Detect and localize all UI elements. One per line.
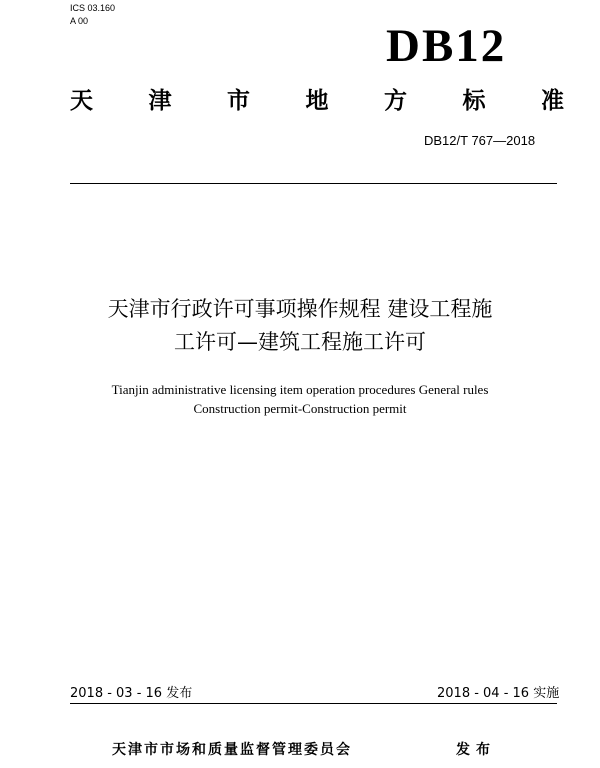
standard-type-char: 市 [227, 88, 250, 114]
standard-type-char: 准 [541, 88, 564, 114]
title-chinese-line-1: 天津市行政许可事项操作规程 建设工程施 [107, 297, 493, 321]
standard-type [70, 87, 564, 115]
standard-type-char: 地 [305, 88, 329, 114]
ics-code: ICS 03.160 [70, 3, 116, 13]
standard-logo: DB12 [386, 20, 507, 72]
standard-type-char: 标 [462, 88, 486, 114]
title-english-line-1: Tianjin administrative licensing item operation procedures General rules [111, 382, 489, 397]
standard-number: DB12/T 767—2018 [424, 133, 536, 148]
header-divider [70, 183, 557, 184]
standard-type-char: 方 [384, 88, 407, 114]
standard-type-char: 天 [70, 88, 93, 114]
issue-date: 2018 - 03 - 16 发布 [70, 686, 193, 701]
title-english-line-2: Construction permit-Construction permit [193, 401, 407, 416]
implementation-date: 2018 - 04 - 16 实施 [437, 686, 560, 701]
classification-code: A 00 [70, 16, 89, 26]
publisher-name: 天津市市场和质量监督管理委员会 [112, 742, 352, 758]
title-chinese-line-2: 工许可—建筑工程施工许可 [174, 330, 426, 354]
footer-divider [70, 703, 557, 704]
publish-label: 发布 [456, 742, 496, 758]
standard-type-char: 津 [148, 88, 172, 114]
